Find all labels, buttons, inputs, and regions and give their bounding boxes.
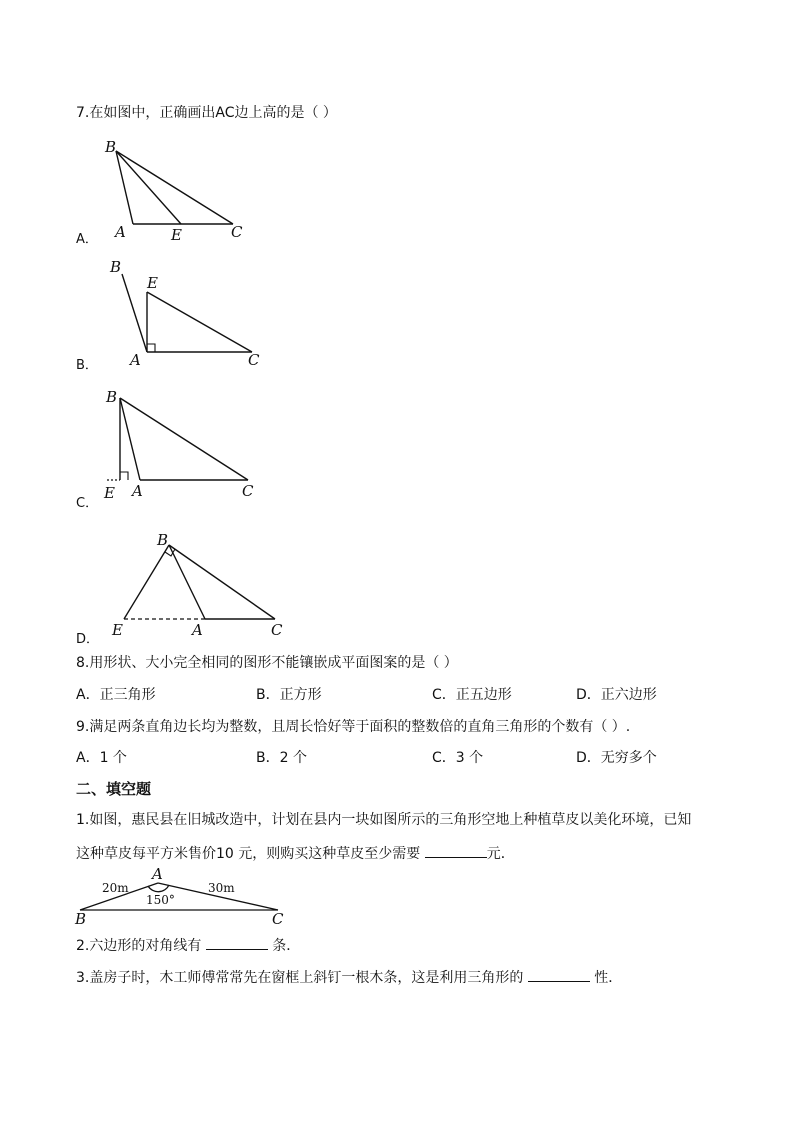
fill-3-text-after: 性． <box>589 970 623 986</box>
fill-2-text-after: 条． <box>267 938 301 954</box>
fill-1-line-2 <box>76 843 515 863</box>
angle-a-value: 150° <box>146 893 175 907</box>
option-c-figure <box>100 384 270 502</box>
fill-2-text-before: 2.六边形的对角线有 <box>76 938 206 954</box>
option-a[interactable]: A．1 个 <box>76 750 127 766</box>
point-a-label: A <box>115 223 126 241</box>
side-ac-length: 30m <box>208 881 235 895</box>
fill-3-line <box>76 967 622 987</box>
point-c-label: C <box>231 223 243 241</box>
option-b[interactable]: B．2 个 <box>256 750 307 766</box>
point-a-label: A <box>132 482 143 500</box>
side-ab-length: 20m <box>102 881 129 895</box>
point-b-label: B <box>75 910 87 928</box>
fill-1-text-before: 这种草皮每平方米售价10 元，则购买这种草皮至少需要 <box>76 846 425 862</box>
option-a-figure <box>100 136 260 246</box>
point-e-label: E <box>104 484 115 502</box>
answer-blank[interactable] <box>425 843 487 858</box>
point-b-label: B <box>105 138 117 156</box>
option-d[interactable]: D．无穷多个 <box>576 750 657 766</box>
option-c-label[interactable]: C． <box>76 496 99 511</box>
question-9-stem: 9.满足两条直角边长均为整数，且周长恰好等于面积的整数倍的直角三角形的个数有（ ）. <box>76 719 631 735</box>
fill-1-line-1: 1.如图，惠民县在旧城改造中，计划在县内一块如图所示的三角形空地上种植草皮以美化环境，已知 <box>76 812 692 828</box>
option-d[interactable]: D．正六边形 <box>576 687 657 703</box>
point-b-label: B <box>157 531 169 549</box>
option-c[interactable]: C．正五边形 <box>432 687 512 703</box>
option-a-label[interactable]: A． <box>76 232 98 247</box>
point-c-label: C <box>272 910 284 928</box>
point-a-label: A <box>130 351 141 369</box>
option-c[interactable]: C．3 个 <box>432 750 484 766</box>
option-d-figure <box>108 530 298 642</box>
option-b-label[interactable]: B． <box>76 358 98 373</box>
answer-blank[interactable] <box>206 935 268 950</box>
question-8-stem: 8.用形状、大小完全相同的图形不能镶嵌成平面图案的是（ ） <box>76 655 458 671</box>
question-7-stem: 7.在如图中，正确画出AC边上高的是（ ） <box>76 105 337 121</box>
point-e-label: E <box>112 621 123 639</box>
section-title: 二、填空题 <box>76 780 152 798</box>
point-b-label: B <box>110 258 122 276</box>
point-e-label: E <box>171 226 182 244</box>
field-triangle-figure <box>74 866 294 928</box>
option-d-label[interactable]: D． <box>76 632 100 647</box>
point-c-label: C <box>242 482 254 500</box>
fill-1-text-after: 元． <box>486 846 515 862</box>
fill-3-text-before: 3.盖房子时，木工师傅常常先在窗框上斜钉一根木条，这是利用三角形的 <box>76 970 528 986</box>
point-b-label: B <box>106 388 118 406</box>
option-a[interactable]: A．正三角形 <box>76 687 156 703</box>
answer-blank[interactable] <box>528 967 590 982</box>
option-b[interactable]: B．正方形 <box>256 687 322 703</box>
point-a-label: A <box>152 865 163 883</box>
point-c-label: C <box>271 621 283 639</box>
option-b-figure <box>100 256 270 372</box>
point-e-label: E <box>147 274 158 292</box>
point-c-label: C <box>248 351 260 369</box>
point-a-label: A <box>192 621 203 639</box>
fill-2-line <box>76 935 300 955</box>
